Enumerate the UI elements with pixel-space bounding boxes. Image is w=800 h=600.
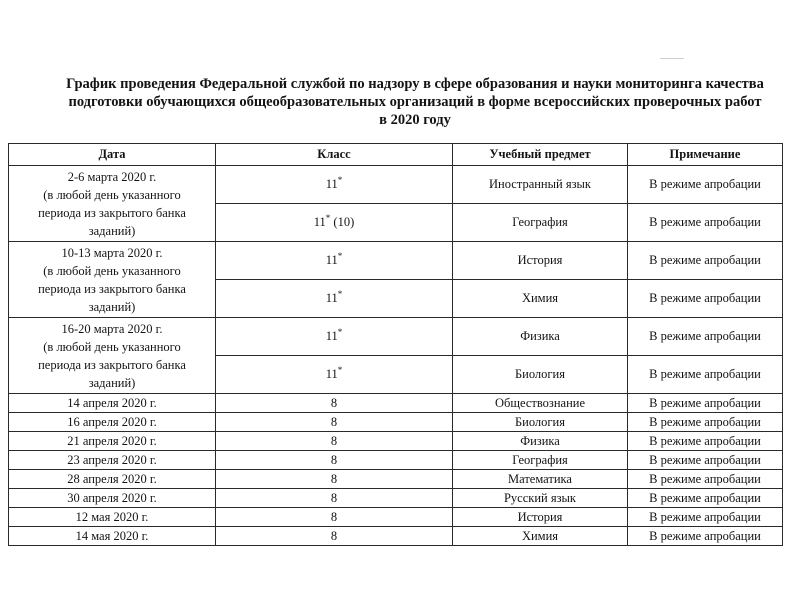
note-cell: В режиме апробации: [628, 508, 783, 527]
date-line: заданий): [88, 299, 136, 314]
date-line: заданий): [88, 223, 136, 238]
table-row: [9, 432, 783, 451]
footnote-mark: *: [337, 326, 343, 337]
date-line: периода из закрытого банка: [38, 205, 186, 220]
scan-artifact: [660, 58, 684, 59]
note-cell: В режиме апробации: [628, 166, 783, 204]
date-cell: 14 мая 2020 г.: [9, 527, 216, 546]
note-cell: В режиме апробации: [628, 432, 783, 451]
date-line: (в любой день указанного: [43, 263, 181, 278]
subject-cell: Физика: [453, 318, 628, 356]
note-cell: В режиме апробации: [628, 451, 783, 470]
date-line: периода из закрытого банка: [38, 281, 186, 296]
class-value: 11: [325, 177, 338, 191]
table-row: [9, 508, 783, 527]
note-cell: В режиме апробации: [628, 489, 783, 508]
date-cell: 23 апреля 2020 г.: [9, 451, 216, 470]
footnote-mark: *: [325, 212, 331, 223]
class-cell: [216, 204, 453, 242]
subject-cell: Обществознание: [453, 394, 628, 413]
subject-cell: История: [453, 508, 628, 527]
subject-cell: Химия: [453, 527, 628, 546]
table-row: [9, 470, 783, 489]
subject-cell: История: [453, 242, 628, 280]
note-cell: В режиме апробации: [628, 280, 783, 318]
footnote-mark: *: [337, 288, 343, 299]
table-row: [9, 527, 783, 546]
class-value: 11: [325, 253, 338, 267]
class-cell: [216, 242, 453, 280]
date-cell: 21 апреля 2020 г.: [9, 432, 216, 451]
table-row: [9, 318, 783, 356]
date-cell: [9, 318, 216, 394]
date-line: периода из закрытого банка: [38, 357, 186, 372]
footnote-mark: *: [337, 174, 343, 185]
subject-cell: Физика: [453, 432, 628, 451]
class-cell: 8: [216, 432, 453, 451]
header-subject: Учебный предмет: [453, 144, 628, 166]
class-cell: 8: [216, 489, 453, 508]
date-line: 10-13 марта 2020 г.: [61, 245, 163, 260]
date-cell: 30 апреля 2020 г.: [9, 489, 216, 508]
footnote-mark: *: [337, 250, 343, 261]
date-line: заданий): [88, 375, 136, 390]
date-line: (в любой день указанного: [43, 339, 181, 354]
subject-cell: Русский язык: [453, 489, 628, 508]
date-line: 16-20 марта 2020 г.: [61, 321, 163, 336]
class-cell: 8: [216, 508, 453, 527]
subject-cell: Химия: [453, 280, 628, 318]
date-cell: 28 апреля 2020 г.: [9, 470, 216, 489]
title-line-3: в 2020 году: [379, 112, 451, 128]
header-note: Примечание: [628, 144, 783, 166]
note-cell: В режиме апробации: [628, 470, 783, 489]
note-cell: В режиме апробации: [628, 204, 783, 242]
date-cell: 12 мая 2020 г.: [9, 508, 216, 527]
note-cell: В режиме апробации: [628, 318, 783, 356]
subject-cell: География: [453, 451, 628, 470]
class-value: 11: [313, 215, 326, 229]
class-value: 11: [325, 291, 338, 305]
table-header-row: [9, 144, 783, 166]
header-date: Дата: [9, 144, 216, 166]
table-row: [9, 242, 783, 280]
table-row: [9, 451, 783, 470]
class-cell: [216, 166, 453, 204]
subject-cell: Биология: [453, 413, 628, 432]
document-title: [40, 75, 790, 129]
header-class: Класс: [216, 144, 453, 166]
subject-cell: Математика: [453, 470, 628, 489]
table-row: [9, 489, 783, 508]
note-cell: В режиме апробации: [628, 413, 783, 432]
class-value: 11: [325, 367, 338, 381]
class-value: 11: [325, 329, 338, 343]
class-cell: 8: [216, 451, 453, 470]
class-cell: 8: [216, 470, 453, 489]
date-line: 2-6 марта 2020 г.: [67, 169, 157, 184]
note-cell: В режиме апробации: [628, 394, 783, 413]
date-cell: [9, 242, 216, 318]
class-cell: 8: [216, 413, 453, 432]
note-cell: В режиме апробации: [628, 356, 783, 394]
table-row: [9, 166, 783, 204]
date-cell: 14 апреля 2020 г.: [9, 394, 216, 413]
class-cell: [216, 280, 453, 318]
class-extra: (10): [330, 215, 355, 229]
class-cell: 8: [216, 394, 453, 413]
table-row: [9, 413, 783, 432]
class-cell: [216, 356, 453, 394]
class-cell: [216, 318, 453, 356]
date-cell: 16 апреля 2020 г.: [9, 413, 216, 432]
subject-cell: Биология: [453, 356, 628, 394]
schedule-table: [8, 143, 783, 546]
footnote-mark: *: [337, 364, 343, 375]
subject-cell: География: [453, 204, 628, 242]
table-row: [9, 394, 783, 413]
title-line-2: подготовки обучающихся общеобразовательных организаций в форме всероссийских проверочных работ: [68, 94, 762, 110]
title-line-1: График проведения Федеральной службой по надзору в сфере образования и науки мониторинга качества: [66, 76, 764, 92]
note-cell: В режиме апробации: [628, 527, 783, 546]
date-line: (в любой день указанного: [43, 187, 181, 202]
class-cell: 8: [216, 527, 453, 546]
note-cell: В режиме апробации: [628, 242, 783, 280]
date-cell: [9, 166, 216, 242]
subject-cell: Иностранный язык: [453, 166, 628, 204]
